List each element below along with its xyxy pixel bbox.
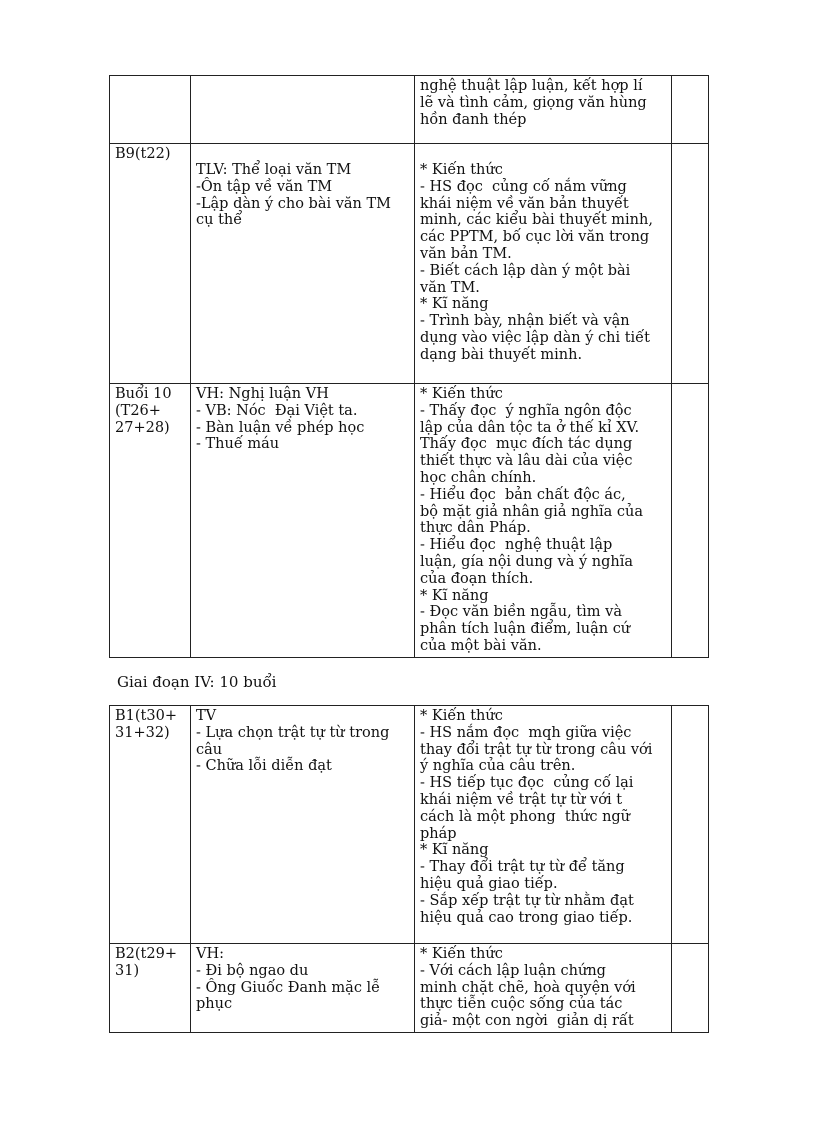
text-line: bộ mặt giả nhân giả nghĩa của bbox=[420, 503, 644, 520]
text-line: - HS đọc củng cố nắm vững bbox=[420, 178, 627, 195]
session-label: B2(t29+ bbox=[115, 946, 177, 962]
text-line: VH: bbox=[196, 946, 225, 962]
text-line: của một bài văn. bbox=[420, 637, 542, 654]
text-line: dụng vào việc lập dàn ý chi tiết bbox=[420, 329, 650, 346]
objectives-cell bbox=[415, 944, 672, 1033]
text-line: - Trình bày, nhận biết và vận bbox=[420, 313, 630, 330]
text-line: giả- một con ngời giản dị rất bbox=[420, 1013, 634, 1030]
text-line: câu bbox=[196, 741, 223, 758]
text-line: học chân chính. bbox=[420, 469, 537, 486]
text-line: - HS nắm đọc mqh giữa việc bbox=[420, 724, 632, 741]
session-cell bbox=[110, 384, 191, 658]
session-label: B1(t30+ bbox=[115, 708, 177, 724]
text-line: -Ôn tập về văn TM bbox=[196, 178, 333, 195]
text-line: cách là một phong thức ngữ bbox=[420, 808, 631, 825]
text-line: * Kĩ năng bbox=[420, 842, 489, 859]
text-line: - Thay đổi trật tự từ để tăng bbox=[420, 859, 625, 876]
table-row bbox=[110, 944, 709, 1033]
notes-cell bbox=[672, 706, 709, 944]
objectives-cell bbox=[415, 144, 672, 384]
content-cell bbox=[191, 144, 415, 384]
text-line: văn bản TM. bbox=[420, 245, 512, 262]
text-line: cụ thể bbox=[196, 212, 243, 229]
text-line: thay đổi trật tự từ trong câu với bbox=[420, 741, 653, 758]
text-line: TV bbox=[196, 708, 217, 724]
notes-cell bbox=[672, 944, 709, 1033]
text-line: * Kĩ năng bbox=[420, 587, 489, 604]
content-cell bbox=[191, 384, 415, 658]
text-line: dạng bài thuyết minh. bbox=[420, 346, 583, 363]
text-line: - Thấy đọc ý nghĩa ngôn độc bbox=[420, 402, 632, 419]
text-line: hiệu quả cao trong giao tiếp. bbox=[420, 909, 633, 926]
text-line: - Chữa lỗi diễn đạt bbox=[196, 758, 332, 775]
text-line: phân tích luận điểm, luận cứ bbox=[420, 621, 631, 638]
text-line: - Biết cách lập dàn ý một bài bbox=[420, 262, 631, 279]
table-row bbox=[110, 144, 709, 384]
text-line: khái niệm về văn bản thuyết bbox=[420, 195, 629, 212]
text-line: các PPTM, bố cục lời văn trong bbox=[420, 229, 650, 246]
session-label: 31) bbox=[115, 962, 140, 979]
text-line: - Hiểu đọc bản chất độc ác, bbox=[420, 486, 626, 503]
text-line: thực dân Pháp. bbox=[420, 520, 531, 537]
lesson-plan-table-2 bbox=[109, 705, 709, 1033]
session-label: B9(t22) bbox=[115, 146, 171, 162]
text-line: văn TM. bbox=[420, 279, 480, 296]
session-label: 27+28) bbox=[115, 419, 170, 436]
content-cell bbox=[191, 76, 415, 144]
text-line: ý nghĩa của câu trên. bbox=[420, 758, 576, 775]
text-line: thiết thực và lâu dài của việc bbox=[420, 453, 633, 470]
content-cell bbox=[191, 706, 415, 944]
text-line: - Lựa chọn trật tự từ trong bbox=[196, 724, 390, 741]
text-line: TLV: Thể loại văn TM bbox=[196, 162, 352, 178]
text-line: * Kĩ năng bbox=[420, 296, 489, 313]
text-line: nghệ thuật lập luận, kết hợp lí bbox=[420, 78, 643, 94]
text-line: khái niệm về trật tự từ với t bbox=[420, 791, 623, 808]
notes-cell bbox=[672, 76, 709, 144]
text-line: - Với cách lập luận chứng bbox=[420, 962, 606, 979]
text-line: * Kiến thức bbox=[420, 162, 503, 178]
text-line: Thấy đọc mục đích tác dụng bbox=[420, 436, 633, 453]
text-line: VH: Nghị luận VH bbox=[196, 386, 329, 402]
text-line: lập của dân tộc ta ở thế kỉ XV. bbox=[420, 419, 640, 436]
text-line: của đoạn thích. bbox=[420, 570, 534, 587]
section-heading: Giai đoạn IV: 10 buổi bbox=[117, 673, 277, 691]
text-line: - Thuế máu bbox=[196, 436, 280, 453]
text-line: - HS tiếp tục đọc củng cố lại bbox=[420, 775, 634, 792]
text-line: - Đi bộ ngao du bbox=[196, 962, 309, 979]
text-line: - VB: Nóc Đại Việt ta. bbox=[196, 402, 358, 419]
text-line: minh chặt chẽ, hoà quyện với bbox=[420, 979, 636, 996]
text-line: hiệu quả giao tiếp. bbox=[420, 875, 558, 892]
session-cell bbox=[110, 144, 191, 384]
text-line: luận, gía nội dung và ý nghĩa bbox=[420, 553, 634, 570]
text-line: * Kiến thức bbox=[420, 386, 503, 402]
table-row bbox=[110, 706, 709, 944]
session-cell bbox=[110, 706, 191, 944]
objectives-cell bbox=[415, 384, 672, 658]
session-label: (T26+ bbox=[115, 402, 161, 419]
text-line: hồn đanh thép bbox=[420, 111, 527, 128]
text-line: - Ông Giuốc Đanh mặc lễ bbox=[196, 979, 381, 996]
spacer bbox=[196, 146, 409, 162]
text-line: thực tiễn cuộc sống của tác bbox=[420, 996, 623, 1013]
objectives-cell bbox=[415, 706, 672, 944]
content-cell bbox=[191, 944, 415, 1033]
notes-cell bbox=[672, 384, 709, 658]
session-cell bbox=[110, 944, 191, 1033]
text-line: minh, các kiểu bài thuyết minh, bbox=[420, 212, 653, 229]
session-label: Buổi 10 bbox=[115, 386, 172, 402]
text-line: -Lập dàn ý cho bài văn TM bbox=[196, 195, 392, 212]
lesson-plan-table-1 bbox=[109, 75, 709, 658]
text-line: - Sắp xếp trật tự từ nhằm đạt bbox=[420, 892, 634, 909]
text-line: - Bàn luận về phép học bbox=[196, 419, 365, 436]
spacer bbox=[420, 146, 666, 162]
text-line: phục bbox=[196, 996, 233, 1013]
table-row bbox=[110, 384, 709, 658]
notes-cell bbox=[672, 144, 709, 384]
session-label: 31+32) bbox=[115, 724, 170, 741]
text-line: - Đọc văn biền ngẫu, tìm và bbox=[420, 604, 622, 621]
text-line: * Kiến thức bbox=[420, 708, 503, 724]
text-line: pháp bbox=[420, 825, 457, 842]
session-cell bbox=[110, 76, 191, 144]
text-line: lẽ và tình cảm, giọng văn hùng bbox=[420, 94, 647, 111]
text-line: * Kiến thức bbox=[420, 946, 503, 962]
table-row bbox=[110, 76, 709, 144]
objectives-cell bbox=[415, 76, 672, 144]
text-line: - Hiểu đọc nghệ thuật lập bbox=[420, 537, 613, 554]
